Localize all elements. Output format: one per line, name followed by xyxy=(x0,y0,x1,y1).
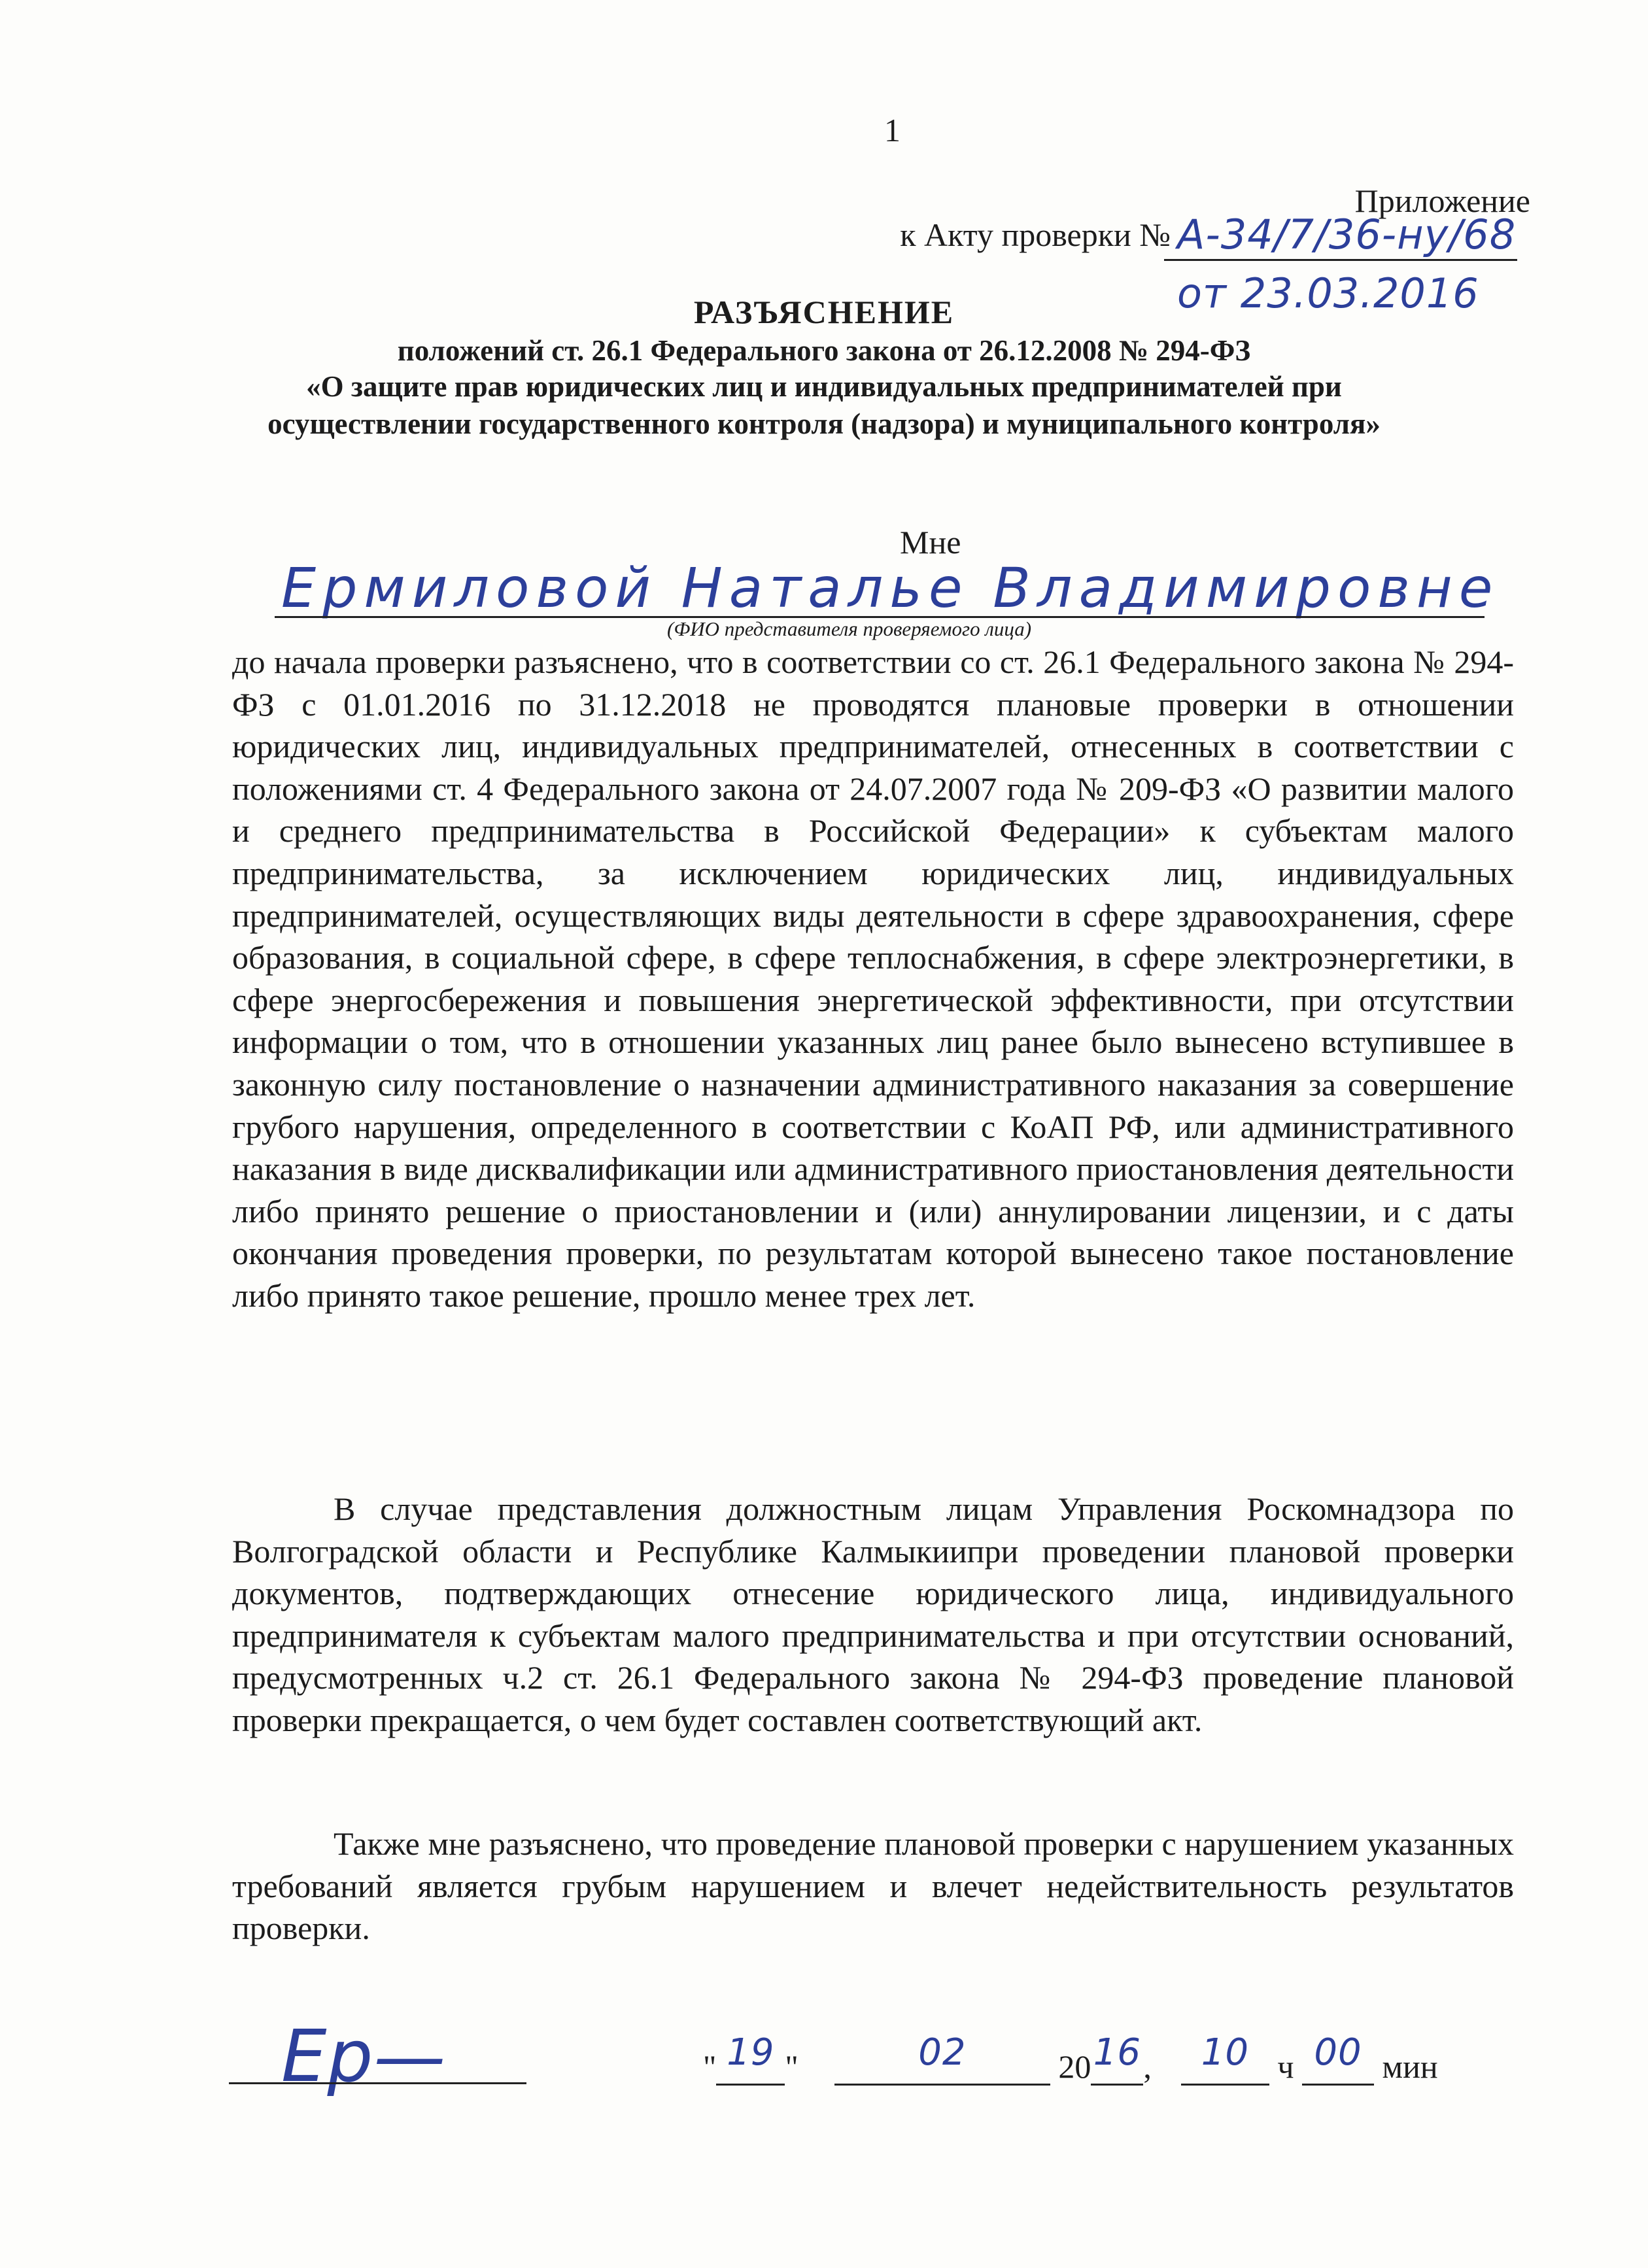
page-number: 1 xyxy=(884,112,901,148)
recipient-caption: (ФИО представителя проверяемого лица) xyxy=(667,617,1032,640)
title-subline-1: положений ст. 26.1 Федерального закона от 26.12.2008 № 294-ФЗ xyxy=(397,334,1251,367)
year-prefix: 20 xyxy=(1058,2048,1091,2085)
act-number-handwritten: А-34/7/36-ну/68 xyxy=(1177,211,1517,258)
body-paragraph-1: до начала проверки разъяснено, что в соответствии со ст. 26.1 Федерального закона № 294-ФЗ с 01.01.2016 по 31.12.2018 не проводятся плановые проверки в отношении юридических лиц, индивидуальных предпринимателей, отнесенных в соответствии с положениями ст. 4 Федерального закона от 24.07.2007 года № 209-ФЗ «О развитии малого и среднего предпринимательства в Российской Федерации» к субъектам малого предпринимательства, за исключением юридических лиц, индивидуальных предпринимателей, осуществляющих виды деятельности в сфере здравоохранения, сфере образования, в социальной сфере, в сфере теплоснабжения, в сфере электроэнергетики, в сфере энергосбережения и повышения энергетической эффективности, при отсутствии информации о том, что в отношении указанных лиц ранее было вынесено вступившее в законную силу постановление о назначении административного наказания за совершение грубого нарушения, определенного в соответствии с КоАП РФ, или административного наказания в виде дисквалификации или административного приостановления деятельности либо принято решение о приостановлении и (или) аннулировании лицензии, и с даты окончания проведения проверки, по результатам которой вынесено такое постановление либо принято такое решение, прошло менее трех лет. xyxy=(232,644,1514,1314)
signature-line xyxy=(229,2082,526,2084)
hour-field xyxy=(1181,2031,1269,2086)
minute-unit: мин xyxy=(1382,2048,1438,2085)
body-paragraph-3: Также мне разъяснено, что проведение плановой проверки с нарушением указанных требований является грубым нарушением и влечет недействительность результатов проверки. xyxy=(232,1825,1514,1947)
hour-value: 10 xyxy=(1201,2031,1249,2074)
title-subline-3: осуществлении государственного контроля (надзора) и муниципального контроля» xyxy=(267,407,1381,440)
act-prefix-text: к Акту проверки № xyxy=(900,216,1171,253)
title-subline-2: «О защите прав юридических лиц и индивидуальных предпринимателей при xyxy=(306,370,1342,403)
signature-handwritten: Ер— xyxy=(281,2014,447,2098)
month-value: 02 xyxy=(918,2031,967,2074)
recipient-label: Мне xyxy=(900,524,961,560)
act-date-handwritten: от 23.03.2016 xyxy=(1177,269,1479,317)
day-value: 19 xyxy=(727,2031,775,2074)
minute-field xyxy=(1302,2031,1374,2086)
month-field xyxy=(834,2031,1050,2086)
hour-unit: ч xyxy=(1277,2048,1294,2085)
appendix-label: Приложение xyxy=(1354,182,1530,219)
quote-close: " xyxy=(785,2048,798,2085)
act-prefix xyxy=(900,216,1171,254)
quote-open: " xyxy=(703,2048,717,2085)
body-paragraph-2: В случае представления должностным лицам Управления Роскомнадзора по Волгоградской области и Республике Калмыкиипри проведении плановой проверки документов, подтверждающих отнесение юридического лица, индивидуального предпринимателя к субъектам малого предпринимательства и при отсутствии оснований, предусмотренных ч.2 ст. 26.1 Федерального закона № 294-ФЗ проведение плановой проверки прекращается, о чем будет составлен соответствующий акт. xyxy=(232,1490,1514,1738)
year-field xyxy=(1091,2031,1143,2086)
act-number-underline xyxy=(1164,259,1517,261)
day-field xyxy=(716,2031,785,2086)
document-title: РАЗЪЯСНЕНИЕ xyxy=(693,294,955,330)
date-time-row: " 19 " 02 2016, 10 ч 00 мин xyxy=(703,2031,1438,2085)
year-value: 16 xyxy=(1093,2031,1141,2074)
recipient-name-handwritten: Ермиловой Наталье Владимировне xyxy=(281,556,1500,620)
minute-value: 00 xyxy=(1314,2031,1362,2074)
